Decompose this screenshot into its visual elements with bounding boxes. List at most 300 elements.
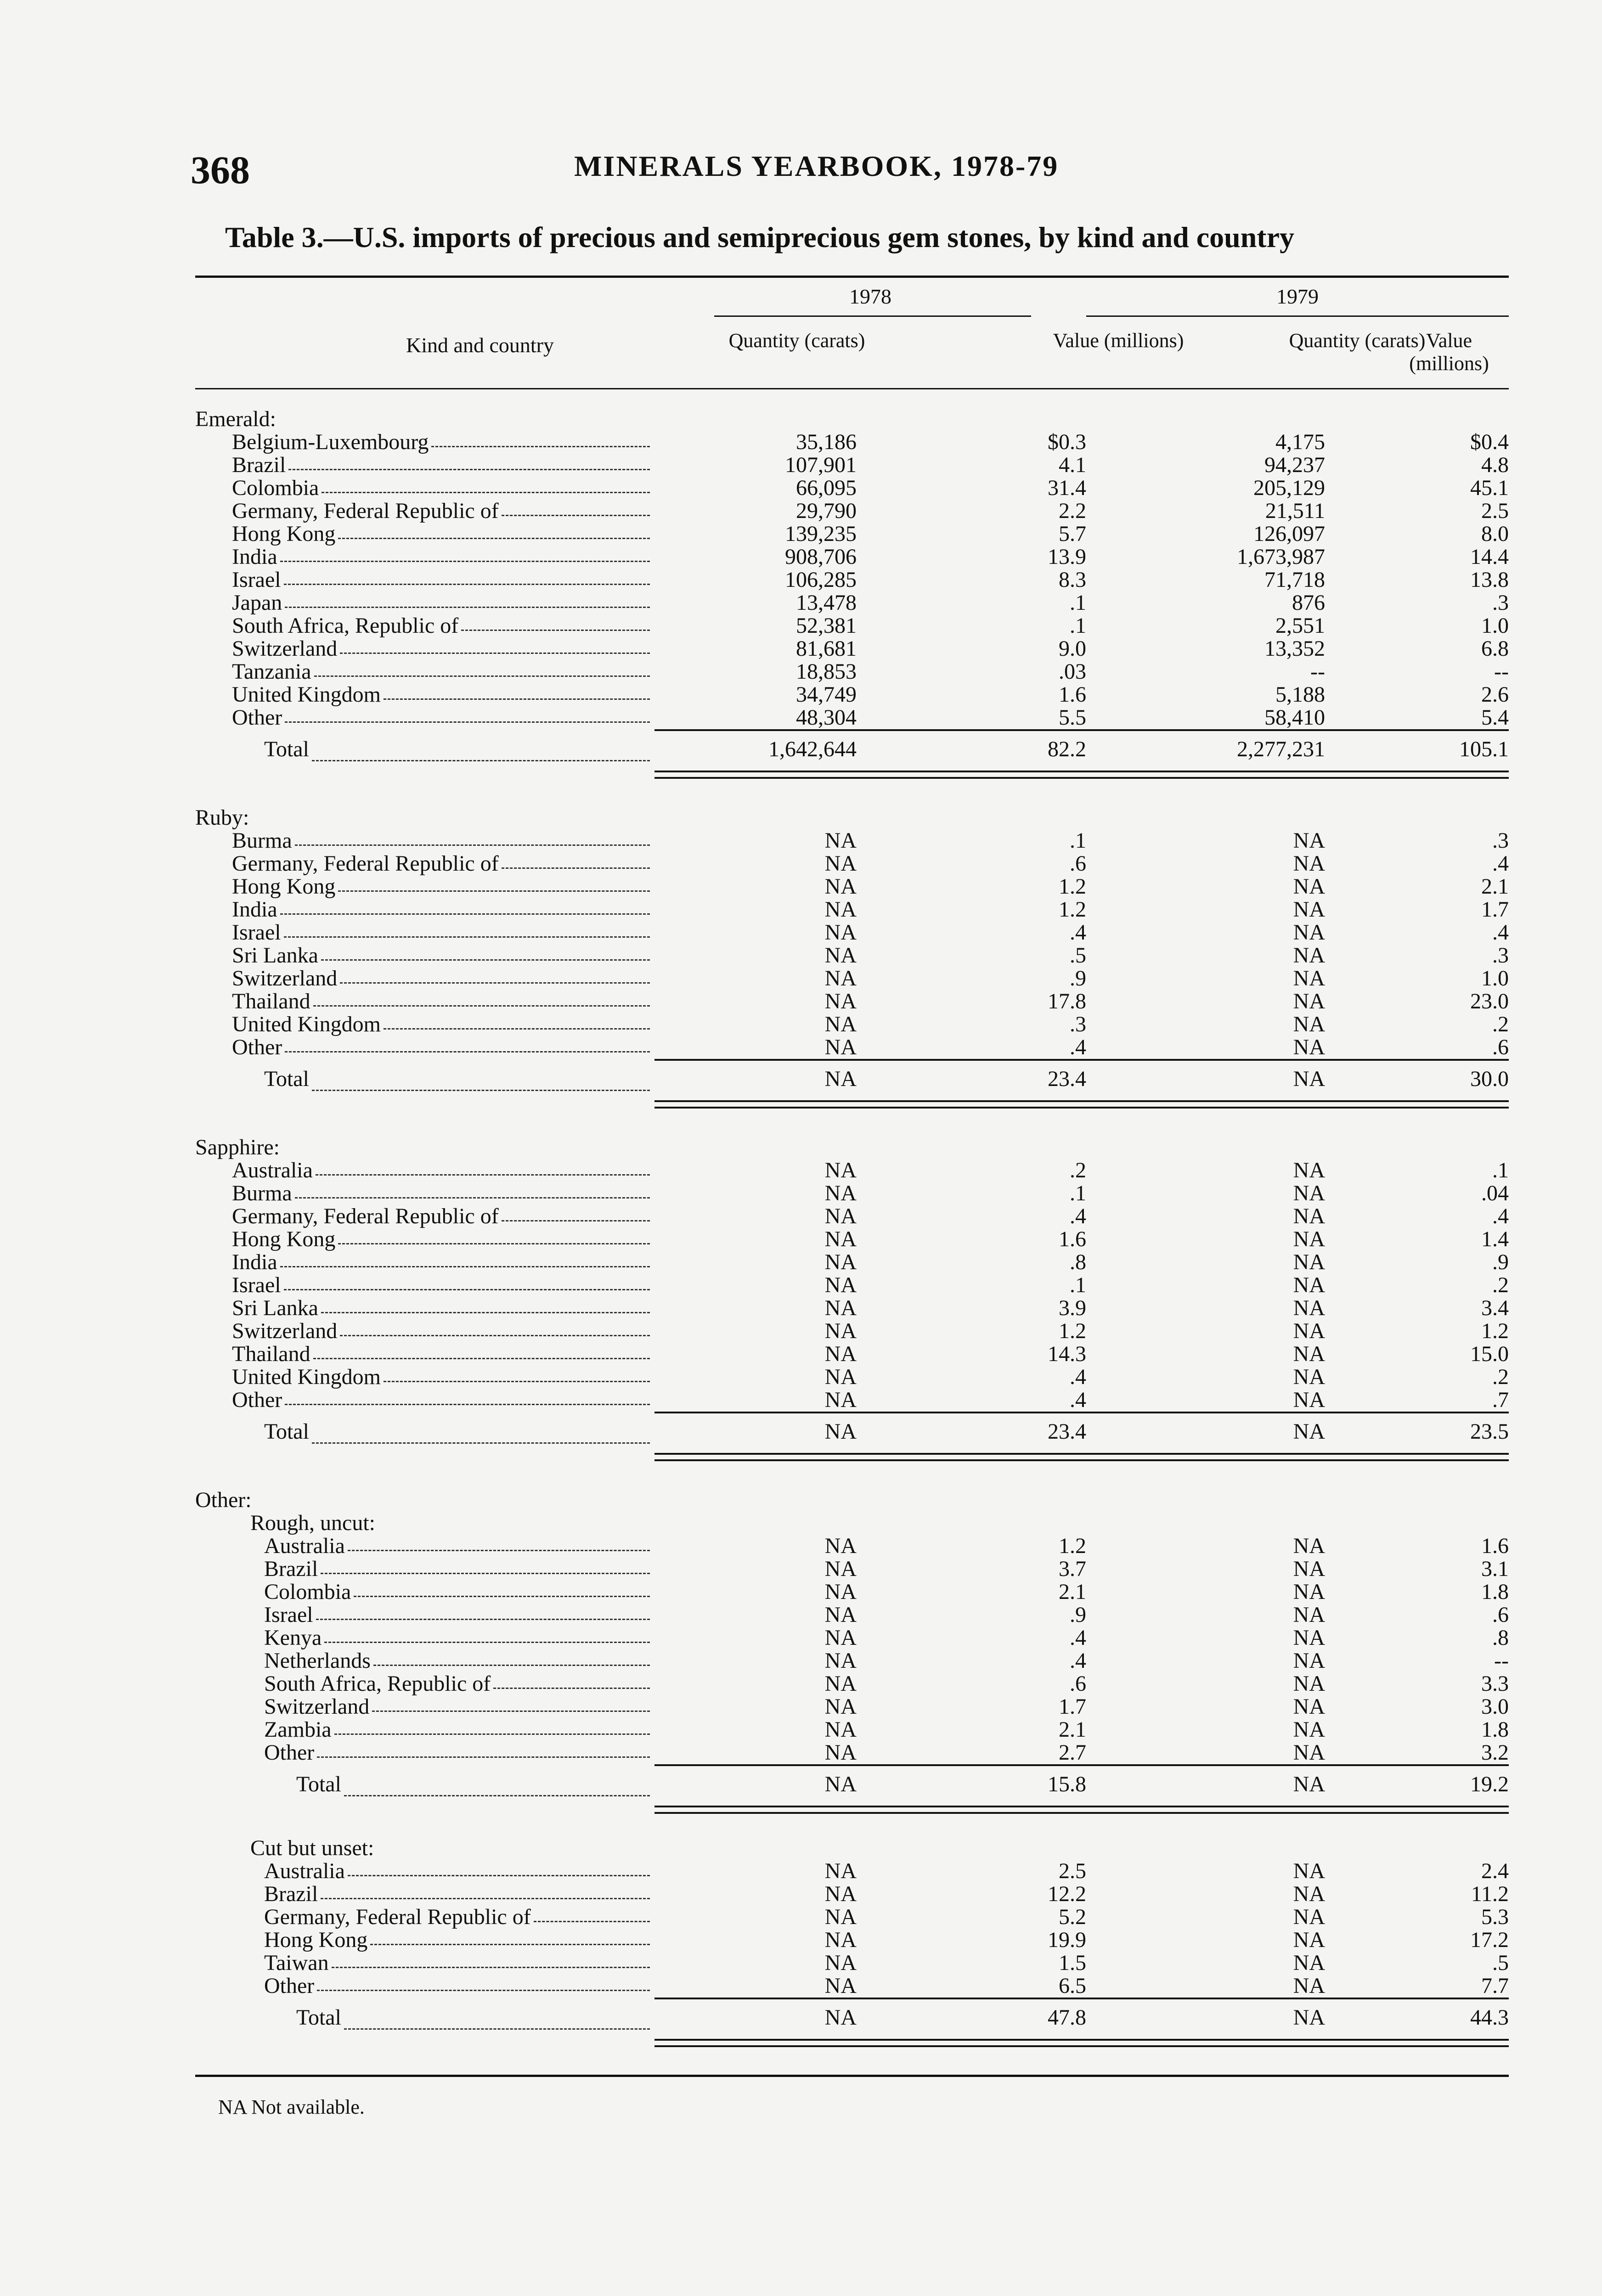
qty-1979-cell: -- [1310, 659, 1325, 684]
val-1978-cell: 3.7 [1059, 1557, 1086, 1581]
val-1978-cell: 2.7 [1059, 1740, 1086, 1765]
val-1978-cell: .1 [1070, 1181, 1086, 1205]
qty-1978-cell: NA [824, 1204, 857, 1228]
year-1978-header: 1978 [849, 285, 891, 308]
table-row [195, 1343, 1509, 1366]
val-1978-cell: .9 [1070, 966, 1086, 990]
row-label: Israel [264, 1604, 313, 1626]
val-1979-cell: -- [1494, 659, 1509, 684]
val-1979-cell: 3.4 [1481, 1296, 1509, 1320]
val-1979-cell: .8 [1492, 1626, 1509, 1650]
qty-1979-header: Quantity (carats) [1289, 329, 1426, 352]
qty-1978-cell: 81,681 [796, 636, 857, 661]
val-1979-cell: 105.1 [1459, 737, 1509, 761]
row-label: Germany, Federal Republic of [264, 1906, 531, 1929]
page-number: 368 [191, 148, 250, 192]
table-row [195, 1626, 1509, 1649]
row-name [195, 1013, 654, 1036]
leader-dashes [431, 431, 650, 447]
qty-1979-cell: NA [1293, 1419, 1325, 1444]
qty-1979-cell: NA [1293, 1859, 1325, 1883]
qty-1979-cell: 5,188 [1275, 682, 1325, 707]
val-1978-cell: .6 [1070, 1671, 1086, 1696]
year-1978-rule [714, 315, 1031, 317]
leader-dashes [340, 967, 650, 984]
qty-1978-cell: 1,642,644 [768, 737, 857, 761]
leader-dashes [534, 1906, 650, 1922]
qty-1979-cell: NA [1293, 1342, 1325, 1366]
val-1979-cell: .4 [1492, 851, 1509, 876]
qty-1979-cell: NA [1293, 1694, 1325, 1719]
cut-subsection [195, 1837, 1509, 2047]
qty-1979-cell: NA [1293, 1974, 1325, 1998]
val-1979-cell: 4.8 [1481, 453, 1509, 477]
val-1978-cell: .4 [1070, 1035, 1086, 1059]
table-row [195, 1159, 1509, 1182]
val-1979-cell: 19.2 [1470, 1772, 1509, 1796]
row-label: Hong Kong [232, 523, 336, 546]
val-1978-cell: 23.4 [1048, 1419, 1086, 1444]
row-name [195, 1413, 654, 1450]
qty-1978-cell: NA [824, 943, 857, 968]
table-row [195, 1906, 1509, 1929]
row-label: South Africa, Republic of [232, 614, 459, 637]
val-1979-cell: .6 [1492, 1035, 1509, 1059]
qty-1978-cell: NA [824, 1067, 857, 1091]
qty-1978-cell: NA [824, 1419, 857, 1444]
table-row [195, 875, 1509, 898]
val-1978-cell: 2.1 [1059, 1580, 1086, 1604]
table-row [195, 477, 1509, 500]
row-label: Sri Lanka [232, 944, 318, 967]
table-row [195, 523, 1509, 546]
qty-1978-cell: NA [824, 920, 857, 945]
table-row [195, 1558, 1509, 1581]
table-title: Table 3.—U.S. imports of precious and semiprecious gem stones, by kind and country [225, 221, 1294, 253]
row-label: India [232, 546, 277, 568]
val-1978-cell: 17.8 [1048, 989, 1086, 1013]
row-label: Germany, Federal Republic of [232, 1205, 499, 1228]
row-name [195, 1366, 654, 1389]
row-label: Kenya [264, 1626, 322, 1649]
val-1978-cell: .6 [1070, 851, 1086, 876]
qty-1979-cell: NA [1293, 897, 1325, 922]
row-name [195, 1205, 654, 1228]
val-1978-cell: .1 [1070, 591, 1086, 615]
val-1979-cell: 1.2 [1481, 1319, 1509, 1343]
val-1978-cell: 4.1 [1059, 453, 1086, 477]
row-label: Total [296, 1772, 341, 1796]
qty-1978-cell: NA [824, 1603, 857, 1627]
val-1979-cell: 5.3 [1481, 1905, 1509, 1929]
kind-country-header: Kind and country [406, 333, 554, 357]
qty-1979-cell: NA [1293, 1905, 1325, 1929]
qty-1979-cell: 2,277,231 [1237, 737, 1325, 761]
val-1978-cell: 6.5 [1059, 1974, 1086, 1998]
row-label: Hong Kong [264, 1929, 368, 1952]
val-1978-cell: .1 [1070, 613, 1086, 638]
table-body [195, 408, 1509, 2047]
row-label: Total [264, 1067, 309, 1091]
val-1979-cell: 3.0 [1481, 1694, 1509, 1719]
table-row [195, 683, 1509, 706]
row-name [195, 477, 654, 500]
row-label: Total [296, 2005, 341, 2030]
qty-1978-cell: NA [824, 828, 857, 853]
qty-1978-cell: NA [824, 1035, 857, 1059]
table-row [195, 568, 1509, 591]
val-1978-cell: 14.3 [1048, 1342, 1086, 1366]
table-row [195, 1205, 1509, 1228]
leader-dashes [285, 591, 650, 608]
row-label: Other [232, 1389, 282, 1412]
row-label: United Kingdom [232, 1013, 381, 1036]
qty-1979-cell: NA [1293, 851, 1325, 876]
qty-1979-cell: NA [1293, 1319, 1325, 1343]
total-row [195, 1766, 1509, 1803]
val-1978-cell: 1.2 [1059, 1534, 1086, 1558]
val-1979-cell: 8.0 [1481, 522, 1509, 546]
val-1978-cell: 31.4 [1048, 476, 1086, 500]
qty-1978-cell: 13,478 [796, 591, 857, 615]
qty-1979-cell: 2,551 [1275, 613, 1325, 638]
qty-1978-cell: NA [824, 1859, 857, 1883]
row-label: Total [264, 737, 309, 761]
val-1979-cell: 6.8 [1481, 636, 1509, 661]
row-name [195, 829, 654, 852]
leader-dashes [316, 1159, 650, 1176]
val-1979-cell: .3 [1492, 828, 1509, 853]
leader-dashes [312, 731, 650, 761]
leader-dashes [384, 1013, 650, 1030]
leader-dashes [502, 1205, 650, 1221]
leader-dashes [312, 1061, 650, 1091]
row-label: Switzerland [232, 967, 338, 990]
qty-1979-cell: NA [1293, 966, 1325, 990]
emerald-section [195, 408, 1509, 779]
row-label: Tanzania [232, 660, 311, 683]
table-row [195, 1883, 1509, 1906]
val-1978-cell: .8 [1070, 1250, 1086, 1274]
qty-1978-cell: NA [824, 1671, 857, 1696]
leader-dashes [312, 1413, 650, 1444]
val-1979-header: Value (millions) [1409, 329, 1489, 375]
val-1978-cell: .2 [1070, 1158, 1086, 1182]
qty-1979-cell: NA [1293, 1158, 1325, 1182]
qty-1979-cell: 876 [1292, 591, 1325, 615]
val-1978-cell: $0.3 [1048, 430, 1086, 454]
val-1979-cell: .9 [1492, 1250, 1509, 1274]
row-label: Netherlands [264, 1649, 371, 1672]
row-label: Australia [264, 1860, 345, 1883]
leader-dashes [348, 1535, 650, 1551]
qty-1978-cell: NA [824, 1012, 857, 1036]
row-name [195, 1182, 654, 1205]
val-1979-cell: .2 [1492, 1273, 1509, 1297]
row-name [195, 852, 654, 875]
row-name [195, 990, 654, 1013]
leader-dashes [280, 1251, 650, 1267]
leader-dashes [340, 637, 650, 654]
row-label: Zambia [264, 1718, 332, 1741]
val-1979-cell: .2 [1492, 1012, 1509, 1036]
qty-1979-cell: NA [1293, 920, 1325, 945]
row-name [195, 944, 654, 967]
qty-1978-cell: 35,186 [796, 430, 857, 454]
val-1978-cell: 8.3 [1059, 568, 1086, 592]
val-1979-cell: -- [1494, 1649, 1509, 1673]
qty-1978-cell: NA [824, 1227, 857, 1251]
qty-1978-header: Quantity (carats) [728, 329, 865, 352]
val-1979-cell: .1 [1492, 1158, 1509, 1182]
table-row [195, 431, 1509, 454]
footnote: NA Not available. [218, 2096, 365, 2118]
qty-1979-cell: 126,097 [1253, 522, 1325, 546]
qty-1978-cell: NA [824, 1580, 857, 1604]
row-label: Sri Lanka [232, 1297, 318, 1320]
leader-dashes [461, 614, 650, 631]
leader-dashes [313, 990, 650, 1007]
val-1979-cell: 11.2 [1471, 1882, 1509, 1906]
table-row [195, 1952, 1509, 1975]
total-row [195, 1413, 1509, 1450]
leader-dashes [285, 1036, 650, 1052]
leader-dashes [384, 683, 650, 700]
row-name [195, 660, 654, 683]
row-name [195, 921, 654, 944]
row-name [195, 1535, 654, 1558]
row-label: Israel [232, 921, 281, 944]
leader-dashes [285, 706, 650, 723]
val-1978-cell: 1.2 [1059, 1319, 1086, 1343]
val-1978-cell: 3.9 [1059, 1296, 1086, 1320]
val-1979-cell: 1.0 [1481, 613, 1509, 638]
val-1978-cell: .4 [1070, 1626, 1086, 1650]
qty-1978-cell: 908,706 [785, 545, 857, 569]
row-label: Israel [232, 568, 281, 591]
val-1979-cell: 3.2 [1481, 1740, 1509, 1765]
table-row [195, 1182, 1509, 1205]
qty-1978-cell: 18,853 [796, 659, 857, 684]
val-1979-cell: 23.5 [1470, 1419, 1509, 1444]
subsection-label: Cut but unset: [250, 1836, 374, 1860]
row-label: Other [232, 706, 282, 729]
qty-1978-cell: NA [824, 1158, 857, 1182]
qty-1978-cell: NA [824, 874, 857, 899]
row-name [195, 1159, 654, 1182]
leader-dashes [502, 852, 650, 869]
qty-1979-cell: NA [1293, 2005, 1325, 2030]
double-rule [195, 1100, 1509, 1109]
leader-dashes [373, 1649, 650, 1666]
leader-dashes [344, 1766, 650, 1796]
row-label: Australia [264, 1535, 345, 1558]
row-name [195, 967, 654, 990]
table-row [195, 1228, 1509, 1251]
row-name [195, 1906, 654, 1929]
table-row [195, 1581, 1509, 1604]
row-label: Thailand [232, 1343, 310, 1366]
qty-1979-cell: NA [1293, 1928, 1325, 1952]
val-1978-header: Value (millions) [1053, 329, 1184, 352]
leader-dashes [317, 1741, 650, 1758]
table-row [195, 829, 1509, 852]
table-row [195, 637, 1509, 660]
table-row [195, 1695, 1509, 1718]
row-label: Hong Kong [232, 1228, 336, 1251]
val-1978-cell: 9.0 [1059, 636, 1086, 661]
row-label: Switzerland [232, 637, 338, 660]
val-1978-cell: 5.5 [1059, 705, 1086, 730]
qty-1978-cell: NA [824, 1694, 857, 1719]
val-1978-cell: 1.6 [1059, 1227, 1086, 1251]
leader-dashes [288, 454, 650, 470]
val-1979-cell: 17.2 [1470, 1928, 1509, 1952]
table-row [195, 1013, 1509, 1036]
leader-dashes [344, 1999, 650, 2030]
qty-1978-cell: 34,749 [796, 682, 857, 707]
qty-1978-cell: NA [824, 1250, 857, 1274]
qty-1979-cell: 94,237 [1264, 453, 1325, 477]
row-name [195, 637, 654, 660]
ruby-section [195, 806, 1509, 1109]
leader-dashes [354, 1581, 650, 1597]
row-name [195, 1952, 654, 1975]
row-name [195, 591, 654, 614]
val-1979-cell: 7.7 [1481, 1974, 1509, 1998]
qty-1978-cell: NA [824, 1974, 857, 1998]
val-1979-cell: 1.6 [1481, 1534, 1509, 1558]
leader-dashes [317, 1975, 650, 1991]
row-label: Belgium-Luxembourg [232, 431, 429, 454]
leader-dashes [321, 1558, 650, 1574]
row-name [195, 1297, 654, 1320]
qty-1978-cell: NA [824, 851, 857, 876]
row-name [195, 568, 654, 591]
row-name [195, 1604, 654, 1626]
row-label: Germany, Federal Republic of [232, 500, 499, 523]
rough-subsection [195, 1512, 1509, 1814]
leader-dashes [280, 546, 650, 562]
val-1978-cell: 82.2 [1048, 737, 1086, 761]
row-name [195, 898, 654, 921]
qty-1979-cell: NA [1293, 1365, 1325, 1389]
row-label: United Kingdom [232, 683, 381, 706]
row-label: United Kingdom [232, 1366, 381, 1389]
double-rule [195, 771, 1509, 779]
table-row [195, 1320, 1509, 1343]
val-1979-cell: .6 [1492, 1603, 1509, 1627]
val-1978-cell: .4 [1070, 1388, 1086, 1412]
row-name [195, 454, 654, 477]
row-name [195, 1695, 654, 1718]
row-label: Other [264, 1741, 315, 1764]
row-name [195, 1581, 654, 1604]
val-1979-cell: 14.4 [1470, 545, 1509, 569]
qty-1979-cell: NA [1293, 1603, 1325, 1627]
row-label: Colombia [232, 477, 319, 500]
row-name [195, 1672, 654, 1695]
table-row [195, 660, 1509, 683]
val-1979-cell: .4 [1492, 1204, 1509, 1228]
bottom-rule [195, 2075, 1509, 2077]
row-name [195, 546, 654, 568]
val-1979-cell: 1.4 [1481, 1227, 1509, 1251]
qty-1978-cell: NA [824, 1557, 857, 1581]
data-table [195, 276, 1509, 2119]
qty-1978-cell: NA [824, 966, 857, 990]
year-1979-rule [1086, 315, 1509, 317]
row-name [195, 875, 654, 898]
row-label: Switzerland [232, 1320, 338, 1343]
leader-dashes [338, 523, 650, 539]
row-label: Burma [232, 829, 292, 852]
row-name [195, 1061, 654, 1097]
row-label: Brazil [232, 454, 286, 477]
leader-dashes [340, 1320, 650, 1336]
row-name [195, 706, 654, 729]
qty-1979-cell: NA [1293, 1951, 1325, 1975]
val-1979-cell: 30.0 [1470, 1067, 1509, 1091]
qty-1979-cell: NA [1293, 1580, 1325, 1604]
row-label: Brazil [264, 1558, 318, 1581]
qty-1979-cell: NA [1293, 943, 1325, 968]
val-1978-cell: 1.2 [1059, 897, 1086, 922]
val-1979-cell: 15.0 [1470, 1342, 1509, 1366]
val-1979-cell: 13.8 [1470, 568, 1509, 592]
leader-dashes [332, 1952, 650, 1968]
qty-1979-cell: NA [1293, 1273, 1325, 1297]
val-1978-cell: .4 [1070, 1365, 1086, 1389]
year-1979-header: 1979 [1276, 285, 1319, 308]
row-label: Israel [232, 1274, 281, 1297]
table-row [195, 591, 1509, 614]
val-1979-cell: 1.8 [1481, 1717, 1509, 1742]
row-name [195, 1649, 654, 1672]
qty-1979-cell: NA [1293, 874, 1325, 899]
val-1978-cell: 1.6 [1059, 682, 1086, 707]
qty-1978-cell: NA [824, 1951, 857, 1975]
row-name [195, 683, 654, 706]
qty-1978-cell: NA [824, 989, 857, 1013]
qty-1979-cell: NA [1293, 1534, 1325, 1558]
val-1979-cell: 2.1 [1481, 874, 1509, 899]
qty-1978-cell: NA [824, 1626, 857, 1650]
qty-1979-cell: NA [1293, 989, 1325, 1013]
row-name [195, 1883, 654, 1906]
val-1979-cell: 1.8 [1481, 1580, 1509, 1604]
row-name [195, 731, 654, 768]
row-name [195, 1558, 654, 1581]
val-1979-cell: 44.3 [1470, 2005, 1509, 2030]
row-name [195, 1718, 654, 1741]
val-1979-cell: 2.5 [1481, 499, 1509, 523]
table-row [195, 1604, 1509, 1626]
qty-1978-cell: NA [824, 1181, 857, 1205]
val-1979-cell: .4 [1492, 920, 1509, 945]
val-1978-cell: 2.5 [1059, 1859, 1086, 1883]
row-name [195, 1320, 654, 1343]
leader-dashes [284, 921, 650, 938]
table-row [195, 1741, 1509, 1764]
qty-1979-cell: NA [1293, 1035, 1325, 1059]
header-rule [195, 388, 1509, 389]
qty-1978-cell: NA [824, 1905, 857, 1929]
val-1978-cell: .1 [1070, 828, 1086, 853]
table-row [195, 1649, 1509, 1672]
leader-dashes [284, 568, 650, 585]
qty-1979-cell: NA [1293, 1250, 1325, 1274]
